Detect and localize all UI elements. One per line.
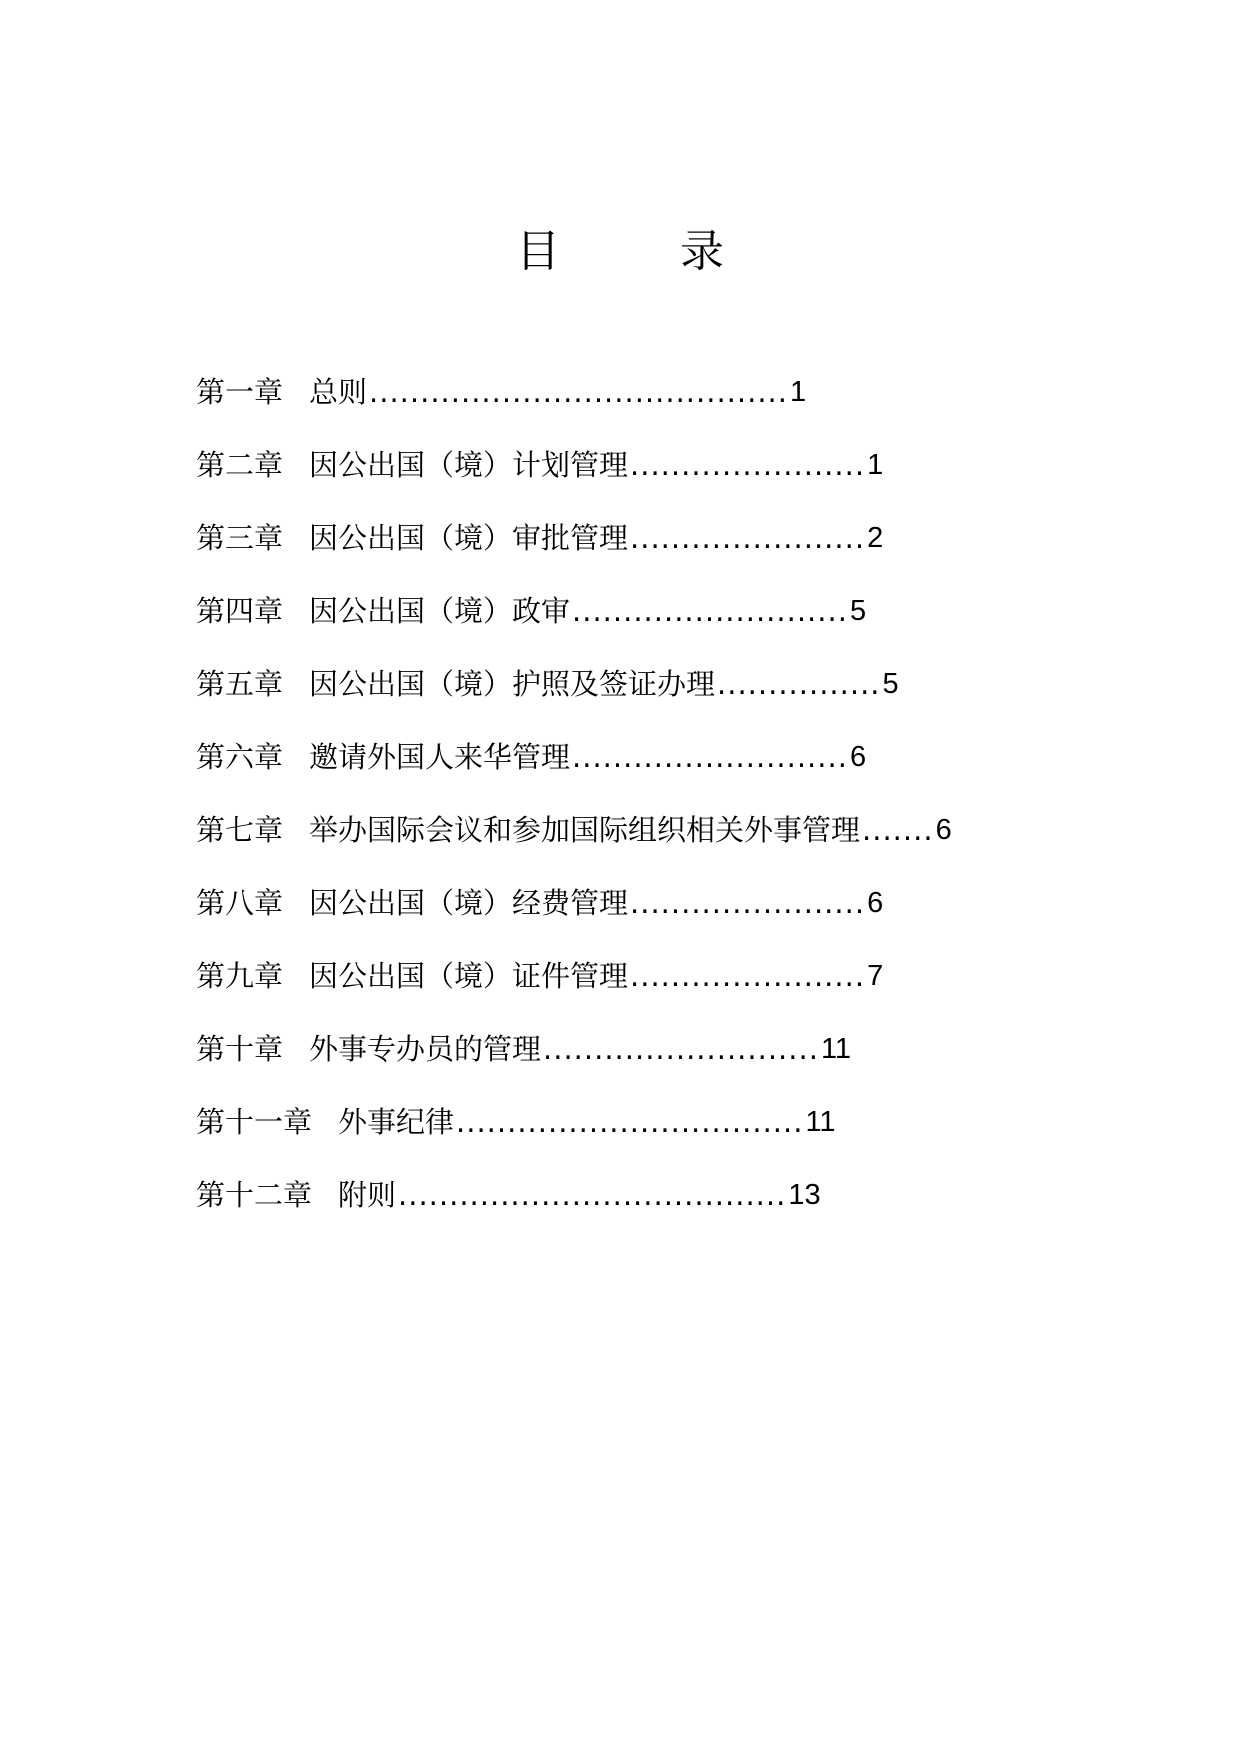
toc-dot-leader: ........................... xyxy=(572,593,848,628)
toc-entry[interactable] xyxy=(196,793,1196,866)
toc-page-number: 2 xyxy=(867,521,884,554)
toc-page-number: 13 xyxy=(788,1178,821,1211)
toc-chapter-title: 因公出国（境）审批管理 xyxy=(309,520,629,555)
toc-page-number: 11 xyxy=(820,1032,852,1065)
toc-dot-leader: ......................................... xyxy=(369,374,788,409)
toc-chapter-title: 因公出国（境）政审 xyxy=(309,593,571,628)
toc-dot-leader: ....... xyxy=(862,812,934,847)
toc-chapter-title: 因公出国（境）经费管理 xyxy=(309,885,629,920)
toc-chapter-number: 第六章 xyxy=(196,739,284,774)
toc-chapter-number: 第二章 xyxy=(196,447,284,482)
toc-chapter-title: 因公出国（境）证件管理 xyxy=(309,958,629,993)
toc-entry[interactable] xyxy=(196,866,1196,939)
toc-page-number: 1 xyxy=(867,448,884,481)
toc-chapter-number: 第八章 xyxy=(196,885,284,920)
toc-entry[interactable] xyxy=(196,720,1196,793)
toc-chapter-title: 总则 xyxy=(309,374,368,409)
toc-dot-leader: ....................... xyxy=(630,520,866,555)
toc-chapter-title: 附则 xyxy=(338,1177,397,1212)
toc-dot-leader: ....................... xyxy=(630,885,866,920)
toc-chapter-title: 因公出国（境）护照及签证办理 xyxy=(309,666,716,701)
toc-chapter-number: 第一章 xyxy=(196,374,284,409)
toc-page-number: 6 xyxy=(849,740,867,773)
toc-page-number: 11 xyxy=(805,1105,836,1138)
toc-chapter-title: 外事专办员的管理 xyxy=(309,1031,542,1066)
toc-chapter-number: 第五章 xyxy=(196,666,284,701)
toc-dot-leader: .................................. xyxy=(456,1104,804,1139)
toc-entry[interactable] xyxy=(196,574,1196,647)
toc-entry[interactable] xyxy=(196,1158,1196,1231)
toc-chapter-number: 第十二章 xyxy=(196,1177,313,1212)
toc-page-number: 5 xyxy=(849,594,867,627)
toc-dot-leader: ........................... xyxy=(543,1031,819,1066)
toc-page-number: 6 xyxy=(935,813,952,846)
toc-chapter-number: 第四章 xyxy=(196,593,284,628)
toc-page-number: 1 xyxy=(789,375,807,408)
toc-chapter-title: 外事纪律 xyxy=(338,1104,455,1139)
toc-entry[interactable] xyxy=(196,1012,1196,1085)
toc-entry[interactable] xyxy=(196,428,1196,501)
toc-chapter-number: 第九章 xyxy=(196,958,284,993)
toc-chapter-number: 第七章 xyxy=(196,812,284,847)
toc-entry[interactable] xyxy=(196,501,1196,574)
toc-page-number: 7 xyxy=(867,959,884,992)
toc-entry[interactable] xyxy=(196,939,1196,1012)
toc-dot-leader: ....................... xyxy=(630,958,866,993)
toc-entry[interactable] xyxy=(196,1085,1196,1158)
toc-dot-leader: ........................... xyxy=(572,739,848,774)
toc-chapter-title: 举办国际会议和参加国际组织相关外事管理 xyxy=(309,812,861,847)
page-title: 目 录 xyxy=(516,226,762,277)
toc-dot-leader: ................ xyxy=(717,666,881,701)
toc-chapter-title: 因公出国（境）计划管理 xyxy=(309,447,629,482)
table-of-contents xyxy=(196,355,1196,1231)
toc-page-number: 6 xyxy=(867,886,884,919)
toc-entry[interactable] xyxy=(196,647,1196,720)
toc-chapter-number: 第三章 xyxy=(196,520,284,555)
toc-chapter-number: 第十一章 xyxy=(196,1104,313,1139)
toc-dot-leader: ....................... xyxy=(630,447,866,482)
toc-entry[interactable] xyxy=(196,355,1196,428)
toc-dot-leader: ...................................... xyxy=(398,1177,787,1212)
toc-page-number: 5 xyxy=(882,667,899,700)
toc-chapter-title: 邀请外国人来华管理 xyxy=(309,739,571,774)
toc-chapter-number: 第十章 xyxy=(196,1031,284,1066)
